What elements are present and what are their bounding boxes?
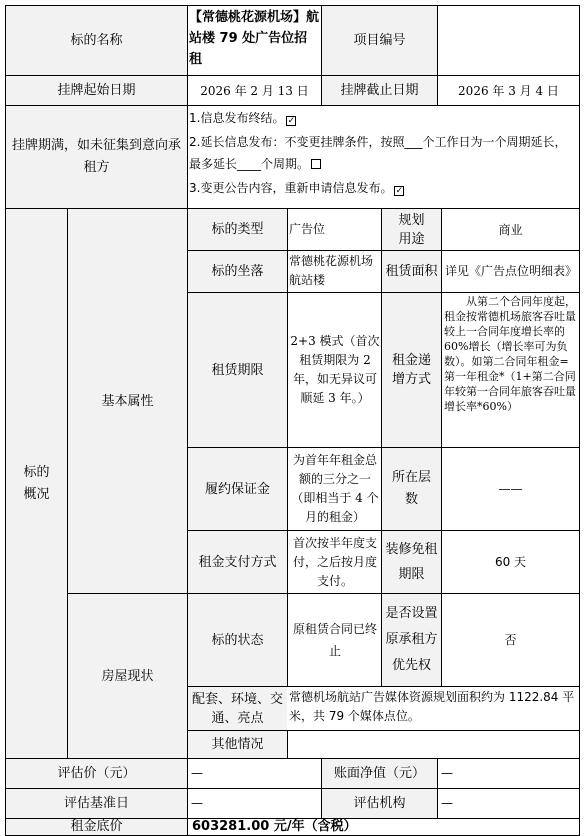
option-3 <box>189 177 578 199</box>
payment-label: 租金支付方式 <box>198 554 277 570</box>
floor-value: —— <box>498 482 523 496</box>
area-label: 租赁面积 <box>385 264 438 279</box>
option-2-checkbox[interactable] <box>311 159 321 169</box>
option-3-text: 3.变更公告内容，重新申请信息发布。 <box>189 181 393 195</box>
deposit-label: 履约保证金 <box>204 481 270 497</box>
end-date-value: 2026 年 3 月 4 日 <box>458 83 559 98</box>
deposit-value: 为首年年租金总额的三分之一（即相当于 4 个月的租金） <box>291 453 379 524</box>
basic-attributes-label: 基本属性 <box>101 393 154 409</box>
env-value: 常德机场航站广告媒体资源规划面积约为 1122.84 平米，共 79 个媒体点位。 <box>289 690 575 723</box>
book-value-value: — <box>441 766 453 780</box>
status-value: 原租赁合同已终止 <box>292 622 377 658</box>
decor-value: 60 天 <box>494 555 527 569</box>
name-label: 标的名称 <box>70 33 123 48</box>
project-code-value <box>438 6 579 75</box>
name-value: 【常德桃花源机场】航站楼 79 处广告位招租 <box>189 10 320 67</box>
status-label: 标的状态 <box>211 632 264 648</box>
priority-label: 是否设置原承租方优先权 <box>385 606 438 673</box>
location-label: 标的坐落 <box>211 264 264 279</box>
option-1-text: 1.信息发布终结。 <box>189 111 285 125</box>
book-value-label: 账面净值（元） <box>333 766 425 781</box>
type-value: 广告位 <box>289 222 326 236</box>
use-label: 规划用途 <box>398 212 425 247</box>
floor-label: 所在层数 <box>392 470 432 507</box>
term-value: 2+3 模式（首次租赁期限为 2 年，如无异议可顺延 3 年。） <box>290 334 380 405</box>
term-label: 租赁期限 <box>211 362 264 378</box>
overview-label: 标的概况 <box>23 464 50 502</box>
option-3-checkbox[interactable]: ✓ <box>395 186 404 196</box>
eval-org-label: 评估机构 <box>353 796 406 811</box>
expiry-label: 挂牌期满，如未征集到意向承租方 <box>12 138 182 175</box>
increase-value: 从第二个合同年度起，租金按常德机场旅客吞吐量较上一合同年度增长率的 60%增长（增长率可为负数）。如第二合同年租金=第一年租金*（1+第二合同年较第一合同年旅客吞吐量增长率*60%） <box>444 295 576 413</box>
eval-org-value: — <box>441 796 453 810</box>
decor-label: 装修免租期限 <box>385 542 438 582</box>
other-label: 其他情况 <box>211 737 264 752</box>
expiry-options <box>189 106 578 208</box>
end-date-label: 挂牌截止日期 <box>340 83 419 98</box>
other-value <box>288 731 579 758</box>
area-value: 详见《广告点位明细表》 <box>444 264 577 278</box>
increase-label: 租金递增方式 <box>391 353 431 387</box>
rent-floor-label: 租金底价 <box>70 819 123 834</box>
option-2 <box>189 131 578 175</box>
start-date-label: 挂牌起始日期 <box>57 83 136 98</box>
env-label: 配套、环境、交通、亮点 <box>192 691 284 726</box>
payment-value: 首次按半年度支付，之后按月度支付。 <box>292 535 377 588</box>
option-1-checkbox[interactable]: ✓ <box>287 116 296 126</box>
rent-floor-value: 603281.00 元/年（含税） <box>192 819 357 834</box>
eval-date-value: — <box>191 796 203 810</box>
priority-value: 否 <box>504 633 517 647</box>
location-value: 常德桃花源机场航站楼 <box>289 254 374 287</box>
house-status-label: 房屋现状 <box>101 668 154 684</box>
start-date-value: 2026 年 2 月 13 日 <box>200 83 309 98</box>
option-1 <box>189 107 578 129</box>
type-label: 标的类型 <box>211 222 264 237</box>
eval-price-label: 评估价（元） <box>57 766 136 781</box>
option-2-text: 2.延长信息发布：不变更挂牌条件，按照___个工作日为一个周期延长，最多延长____个周期。 <box>189 135 567 171</box>
eval-date-label: 评估基准日 <box>63 796 129 811</box>
project-code-label: 项目编号 <box>353 33 406 48</box>
eval-price-value: — <box>191 766 203 780</box>
use-value: 商业 <box>498 222 523 237</box>
